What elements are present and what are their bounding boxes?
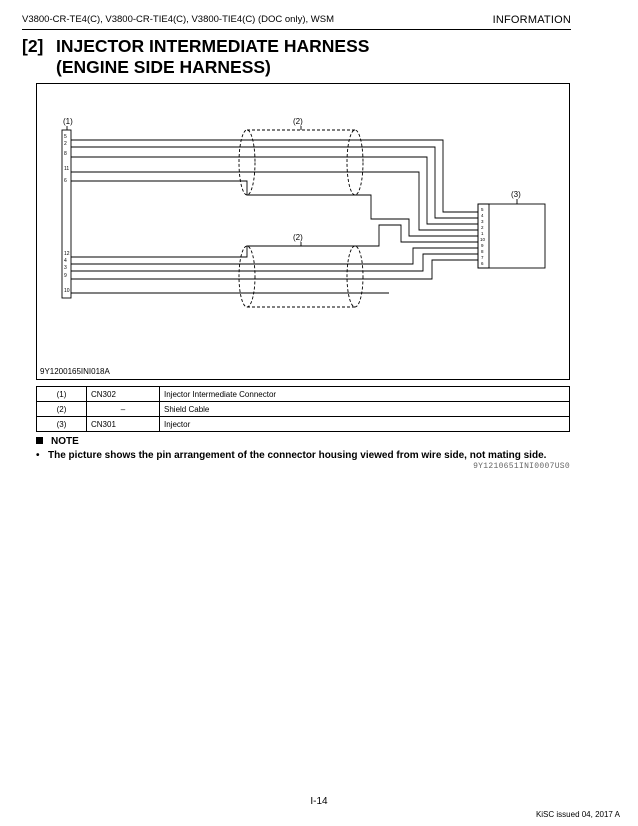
callout-2-lower: (2) (293, 233, 303, 242)
legend-ref: (2) (37, 402, 87, 417)
wire-pin9 (71, 260, 478, 279)
wire-pin8 (71, 157, 478, 224)
legend-ref: (1) (37, 387, 87, 402)
legend-desc: Injector (160, 417, 570, 432)
figure-id: 9Y1200165INI018A (40, 367, 110, 376)
left-pin-label: 12 (64, 251, 70, 257)
wire-pin4 (71, 248, 478, 264)
wire-pin6 (71, 181, 478, 236)
legend-code: – (87, 402, 160, 417)
bullet-icon: • (36, 450, 40, 461)
page-title (22, 36, 369, 78)
right-pin-label: 9 (481, 243, 484, 248)
section-number: [2] (22, 36, 44, 56)
callout-3: (3) (511, 190, 521, 199)
header-section: INFORMATION (492, 14, 571, 26)
table-row (37, 402, 570, 417)
left-pin-label: 9 (64, 273, 67, 279)
left-pin-label: 4 (64, 258, 67, 264)
right-pin-label: 8 (481, 249, 484, 254)
legend-code: CN302 (87, 387, 160, 402)
note-heading-label: NOTE (51, 436, 79, 447)
wire-pin2 (71, 147, 478, 218)
header-divider (22, 29, 571, 30)
left-pin-label: 10 (64, 288, 70, 294)
shield-cable-lower (239, 246, 363, 307)
right-pin-label: 6 (481, 261, 484, 266)
wire-pin12 (71, 225, 478, 257)
issued-label: KiSC issued 04, 2017 A (535, 810, 620, 819)
wire-pin3 (71, 254, 478, 271)
note-heading (36, 436, 79, 447)
right-pin-label: 1 (481, 231, 484, 236)
document-code: 9Y1210651INI0007US0 (473, 462, 570, 471)
left-pin-label: 8 (64, 151, 67, 157)
left-pin-label: 5 (64, 134, 67, 140)
left-pin-label: 11 (64, 166, 70, 172)
wiring-diagram (37, 84, 571, 381)
wiring-diagram-figure (36, 83, 570, 380)
right-pin-label: 2 (481, 225, 484, 230)
table-row (37, 417, 570, 432)
note-item (36, 450, 546, 461)
left-pin-label: 6 (64, 178, 67, 184)
legend-code: CN301 (87, 417, 160, 432)
table-row (37, 387, 570, 402)
callout-2-upper: (2) (293, 117, 303, 126)
right-pin-label: 7 (481, 255, 484, 260)
header-models: V3800-CR-TE4(C), V3800-CR-TIE4(C), V3800-TIE4(C) (DOC only), WSM (22, 14, 334, 25)
page-number: I-14 (310, 796, 328, 807)
callout-1: (1) (63, 117, 73, 126)
cn301-connector-body (478, 204, 545, 268)
right-pin-label: 5 (481, 207, 484, 212)
square-bullet-icon (36, 437, 43, 444)
legend-table (36, 386, 570, 432)
left-pin-label: 2 (64, 141, 67, 147)
legend-ref: (3) (37, 417, 87, 432)
note-text: The picture shows the pin arrangement of the connector housing viewed from wire side, not mating side. (48, 450, 547, 461)
right-pin-label: 4 (481, 213, 484, 218)
right-pin-label: 3 (481, 219, 484, 224)
wire-pin5 (71, 140, 478, 212)
legend-desc: Shield Cable (160, 402, 570, 417)
legend-desc: Injector Intermediate Connector (160, 387, 570, 402)
title-line-1: INJECTOR INTERMEDIATE HARNESS (56, 36, 370, 56)
left-pin-label: 3 (64, 265, 67, 271)
right-pin-label: 10 (480, 237, 486, 242)
title-line-2: (ENGINE SIDE HARNESS) (56, 57, 271, 77)
